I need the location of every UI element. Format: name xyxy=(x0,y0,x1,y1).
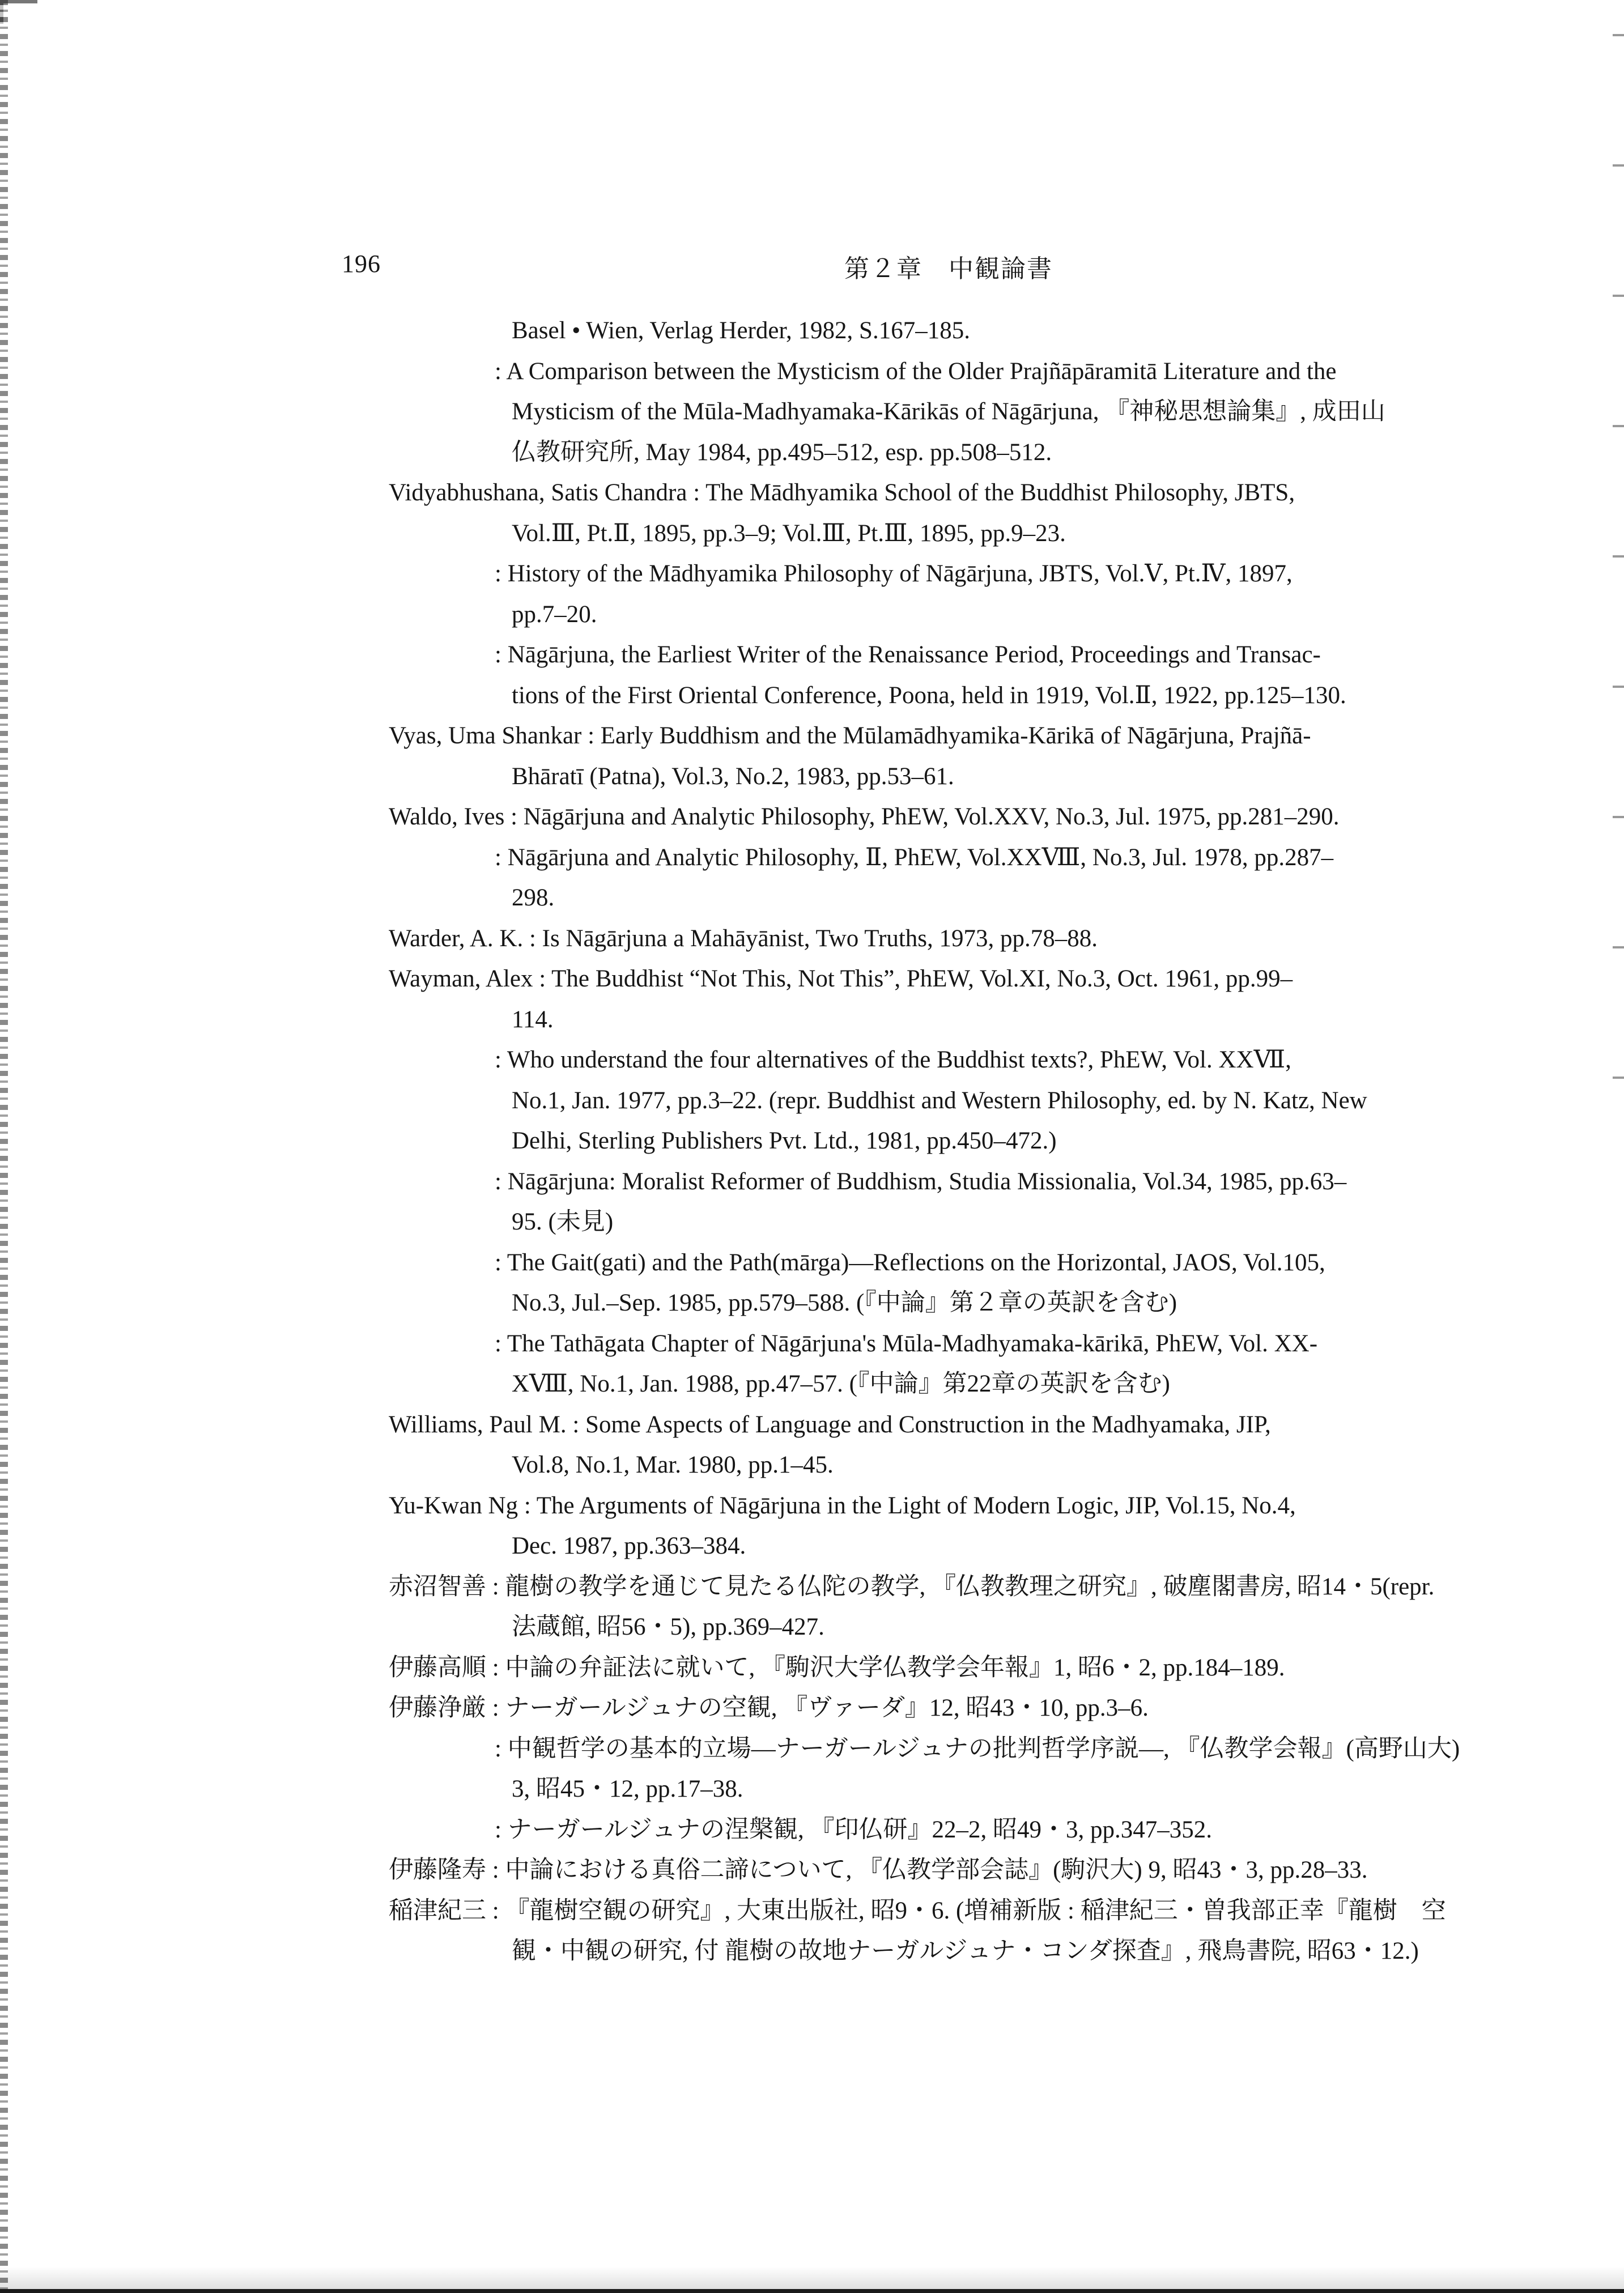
entry-line: 稲津紀三 : 『龍樹空観の研究』, 大東出版社, 昭9・6. (増補新版 : 稲津紀三・曽我部正幸『龍樹 空 xyxy=(389,1897,1446,1924)
bib-entry-wayman xyxy=(389,959,1528,1040)
scan-border-left xyxy=(0,0,8,2293)
entry-line: Vyas, Uma Shankar : Early Buddhism and the Mūlamādhyamika-Kārikā of Nāgārjuna, Prajñā- xyxy=(389,722,1311,749)
entry-line: No.1, Jan. 1977, pp.3–22. (repr. Buddhist and Western Philosophy, ed. by N. Katz, New xyxy=(512,1087,1367,1114)
bib-entry-wayman-moralist xyxy=(389,1162,1528,1243)
entry-line: Dec. 1987, pp.363–384. xyxy=(512,1533,746,1559)
entry-line: Yu-Kwan Ng : The Arguments of Nāgārjuna in the Light of Modern Logic, JIP, Vol.15, No.4, xyxy=(389,1492,1296,1519)
entry-line: : A Comparison between the Mysticism of the Older Prajñāpāramitā Literature and the xyxy=(495,358,1337,385)
running-head: 第２章 中観論書 xyxy=(844,255,1053,283)
entry-line: Basel • Wien, Verlag Herder, 1982, S.167–185. xyxy=(512,317,970,344)
bibliography-list xyxy=(389,310,1528,1972)
bib-entry-mysticism xyxy=(389,351,1528,473)
entry-line: : Nāgārjuna, the Earliest Writer of the Renaissance Period, Proceedings and Transac- xyxy=(495,641,1321,668)
entry-line: tions of the First Oriental Conference, Poona, held in 1919, Vol.Ⅱ, 1922, pp.125–130. xyxy=(512,682,1346,709)
bib-entry-earliest-writer xyxy=(389,635,1528,716)
entry-line: Delhi, Sterling Publishers Pvt. Ltd., 1981, pp.450–472.) xyxy=(512,1128,1057,1154)
bib-entry-inazu xyxy=(389,1891,1528,1972)
entry-line: 伊藤隆寿 : 中論における真俗二諦について, 『仏教学部会誌』(駒沢大) 9, 昭43・3, pp.28–33. xyxy=(389,1857,1368,1883)
entry-line: : The Tathāgata Chapter of Nāgārjuna's Mūla-Madhyamaka-kārikā, PhEW, Vol. XX- xyxy=(495,1330,1318,1357)
entry-line: 298. xyxy=(512,884,555,911)
entry-line: Waldo, Ives : Nāgārjuna and Analytic Philosophy, PhEW, Vol.XXV, No.3, Jul. 1975, pp.281–290. xyxy=(389,803,1340,830)
bib-entry-williams xyxy=(389,1405,1528,1486)
bib-entry-ito-koujun xyxy=(389,1648,1528,1688)
entry-line: Vol.8, No.1, Mar. 1980, pp.1–45. xyxy=(512,1452,834,1478)
bib-entry-warder xyxy=(389,918,1528,959)
entry-line: 95. (未見) xyxy=(512,1209,614,1235)
bib-entry-wayman-tathagata xyxy=(389,1324,1528,1405)
entry-line: Vol.Ⅲ, Pt.Ⅱ, 1895, pp.3–9; Vol.Ⅲ, Pt.Ⅲ, 1895, pp.9–23. xyxy=(512,520,1066,547)
entry-line: Wayman, Alex : The Buddhist “Not This, Not This”, PhEW, Vol.XI, No.3, Oct. 1961, pp.99– xyxy=(389,965,1293,992)
bib-entry-ito-jogon-3 xyxy=(389,1810,1528,1850)
bib-entry-waldo-2 xyxy=(389,837,1528,918)
bib-entry-herder xyxy=(389,310,1528,351)
scan-border-right xyxy=(1613,0,1624,1133)
entry-line: 伊藤高順 : 中論の弁証法に就いて, 『駒沢大学仏教学会年報』1, 昭6・2, pp.184–189. xyxy=(389,1654,1285,1681)
entry-line: : Nāgārjuna and Analytic Philosophy, Ⅱ, PhEW, Vol.XXⅧ, No.3, Jul. 1978, pp.287– xyxy=(495,844,1334,871)
entry-line: : Nāgārjuna: Moralist Reformer of Buddhism, Studia Missionalia, Vol.34, 1985, pp.63– xyxy=(495,1168,1347,1195)
entry-line: 法蔵館, 昭56・5), pp.369–427. xyxy=(512,1614,824,1640)
entry-line: : ナーガールジュナの涅槃観, 『印仏研』22–2, 昭49・3, pp.347–352. xyxy=(495,1816,1213,1843)
bib-entry-ito-ryuju xyxy=(389,1850,1528,1891)
entry-line: 観・中観の研究, 付 龍樹の故地ナーガルジュナ・コンダ探査』, 飛鳥書院, 昭63・12.) xyxy=(512,1938,1419,1964)
entry-line: : History of the Mādhyamika Philosophy of Nāgārjuna, JBTS, Vol.Ⅴ, Pt.Ⅳ, 1897, xyxy=(495,560,1293,587)
entry-line: : 中観哲学の基本的立場—ナーガールジュナの批判哲学序説—, 『仏教学会報』(高野山大) xyxy=(495,1735,1460,1762)
bib-entry-history-madhyamika xyxy=(389,554,1528,635)
page-number: 196 xyxy=(342,250,381,278)
bib-entry-ito-jogon xyxy=(389,1688,1528,1729)
bib-entry-ito-jogon-2 xyxy=(389,1729,1528,1810)
entry-line: : Who understand the four alternatives of the Buddhist texts?, PhEW, Vol. XXⅦ, xyxy=(495,1046,1291,1073)
entry-line: 3, 昭45・12, pp.17–38. xyxy=(512,1776,743,1802)
entry-line: 赤沼智善 : 龍樹の教学を通じて見たる仏陀の教学, 『仏教教理之研究』, 破塵閣書房, 昭14・5(repr. xyxy=(389,1573,1435,1600)
entry-line: pp.7–20. xyxy=(512,601,597,628)
entry-line: Vidyabhushana, Satis Chandra : The Mādhyamika School of the Buddhist Philosophy, JBTS, xyxy=(389,479,1295,506)
entry-line: 伊藤浄厳 : ナーガールジュナの空観, 『ヴァーダ』12, 昭43・10, pp.3–6. xyxy=(389,1695,1149,1721)
entry-line: Mysticism of the Mūla-Madhyamaka-Kārikās of Nāgārjuna, 『神秘思想論集』, 成田山 xyxy=(512,398,1385,425)
entry-line: No.3, Jul.–Sep. 1985, pp.579–588. (『中論』第２章の英訳を含む) xyxy=(512,1290,1177,1316)
bib-entry-waldo xyxy=(389,797,1528,837)
bib-entry-vyas xyxy=(389,716,1528,797)
entry-line: Williams, Paul M. : Some Aspects of Language and Construction in the Madhyamaka, JIP, xyxy=(389,1411,1271,1438)
entry-line: 114. xyxy=(512,1006,554,1033)
entry-line: 仏教研究所, May 1984, pp.495–512, esp. pp.508–512. xyxy=(512,439,1052,466)
bib-entry-ng xyxy=(389,1486,1528,1567)
scan-border-bottom xyxy=(0,2266,1624,2293)
bib-entry-akanuma xyxy=(389,1567,1528,1648)
entry-line: Bhāratī (Patna), Vol.3, No.2, 1983, pp.53–61. xyxy=(512,763,954,790)
bib-entry-wayman-alternatives xyxy=(389,1040,1528,1162)
bib-entry-wayman-gait xyxy=(389,1243,1528,1324)
entry-line: Warder, A. K. : Is Nāgārjuna a Mahāyānist, Two Truths, 1973, pp.78–88. xyxy=(389,925,1098,952)
bib-entry-vidyabhushana xyxy=(389,473,1528,554)
entry-line: : The Gait(gati) and the Path(mārga)—Reflections on the Horizontal, JAOS, Vol.105, xyxy=(495,1249,1325,1276)
entry-line: XⅧ, No.1, Jan. 1988, pp.47–57. (『中論』第22章の英訳を含む) xyxy=(512,1371,1170,1397)
